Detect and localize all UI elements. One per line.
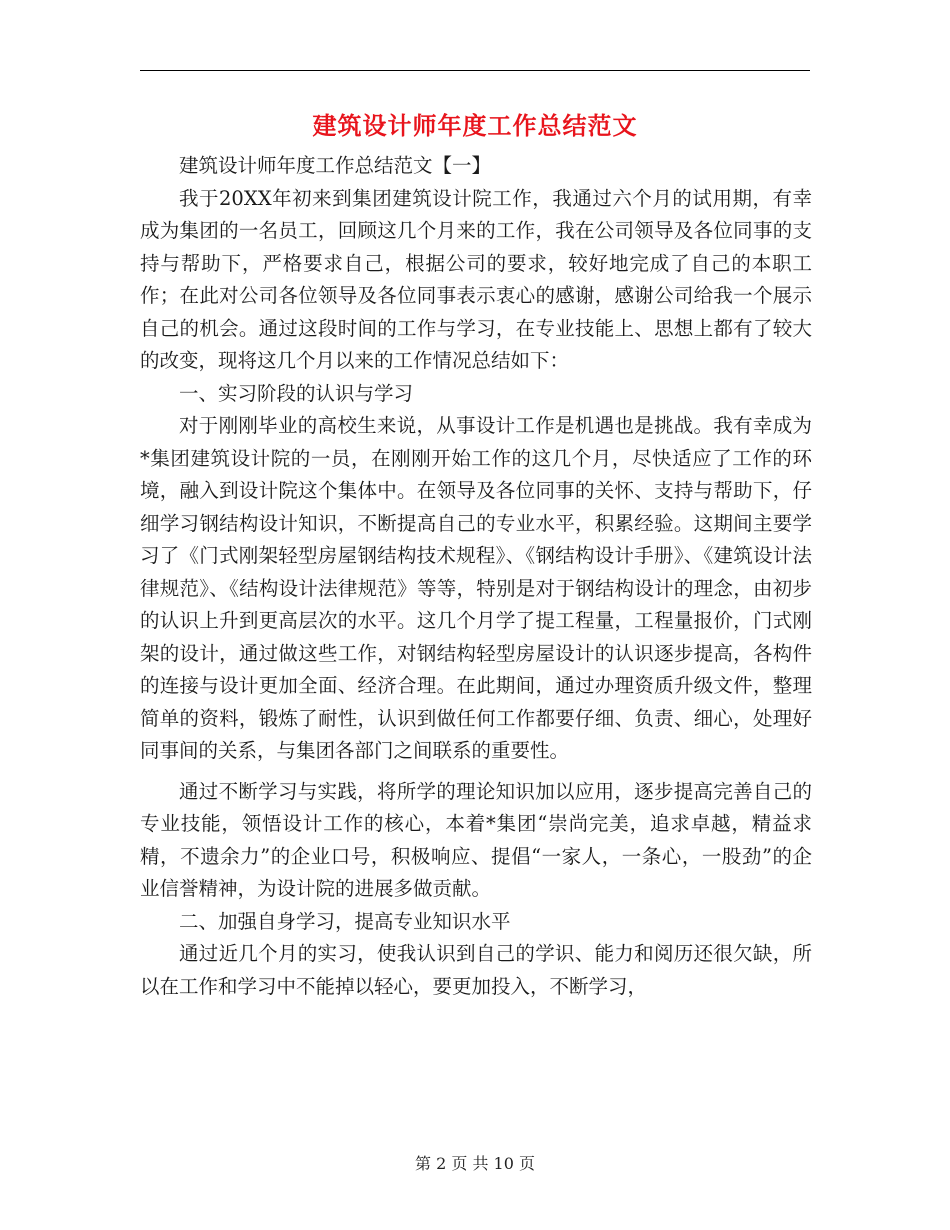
body-paragraph: 通过不断学习与实践，将所学的理论知识加以应用，逐步提高完善自己的专业技能，领悟设计工作的核心，本着*集团“崇尚完美，追求卓越，精益求精，不遗余力”的企业口号，积极响应、提倡“一家人，一条心，一股劲”的企业信誉精神，为设计院的进展多做贡献。: [140, 779, 812, 900]
section-heading: 一、实习阶段的认识与学习: [179, 381, 414, 405]
header-rule: [140, 70, 810, 71]
document-title: 建筑设计师年度工作总结范文: [312, 111, 638, 140]
section-heading: 建筑设计师年度工作总结范文【一】: [179, 154, 492, 177]
body-paragraph: 通过近几个月的实习，使我认识到自己的学识、能力和阅历还很欠缺，所以在工作和学习中不能掉以轻心，要更加投入，不断学习，: [140, 942, 812, 998]
page-number: 第 2 页 共 10 页: [415, 1154, 535, 1173]
body-paragraph: 我于20XX年初来到集团建筑设计院工作，我通过六个月的试用期，有幸成为集团的一名员工，回顾这几个月来的工作，我在公司领导及各位同事的支持与帮助下，严格要求自己，根据公司的要求，较好地完成了自己的本职工作；在此对公司各位领导及各位同事表示衷心的感谢，感谢公司给我一个展示自己的机会。通过这段时间的工作与学习，在专业技能上、思想上都有了较大的改变，现将这几个月以来的工作情况总结如下：: [140, 186, 812, 372]
body-paragraph: 对于刚刚毕业的高校生来说，从事设计工作是机遇也是挑战。我有幸成为*集团建筑设计院的一员，在刚刚开始工作的这几个月，尽快适应了工作的环境，融入到设计院这个集体中。在领导及各位同事的关怀、支持与帮助下，仔细学习钢结构设计知识，不断提高自己的专业水平，积累经验。这期间主要学习了《门式刚架轻型房屋钢结构技术规程》、《钢结构设计手册》、《建筑设计法律规范》、《结构设计法律规范》等等，特别是对于钢结构设计的理念，由初步的认识上升到更高层次的水平。这几个月学了提工程量，工程量报价，门式刚架的设计，通过做这些工作，对钢结构轻型房屋设计的认识逐步提高，各构件的连接与设计更加全面、经济合理。在此期间，通过办理资质升级文件，整理简单的资料，锻炼了耐性，认识到做任何工作都要仔细、负责、细心，处理好同事间的关系，与集团各部门之间联系的重要性。: [140, 414, 812, 762]
section-heading: 二、加强自身学习，提高专业知识水平: [179, 909, 511, 933]
document-body: [140, 150, 812, 1003]
